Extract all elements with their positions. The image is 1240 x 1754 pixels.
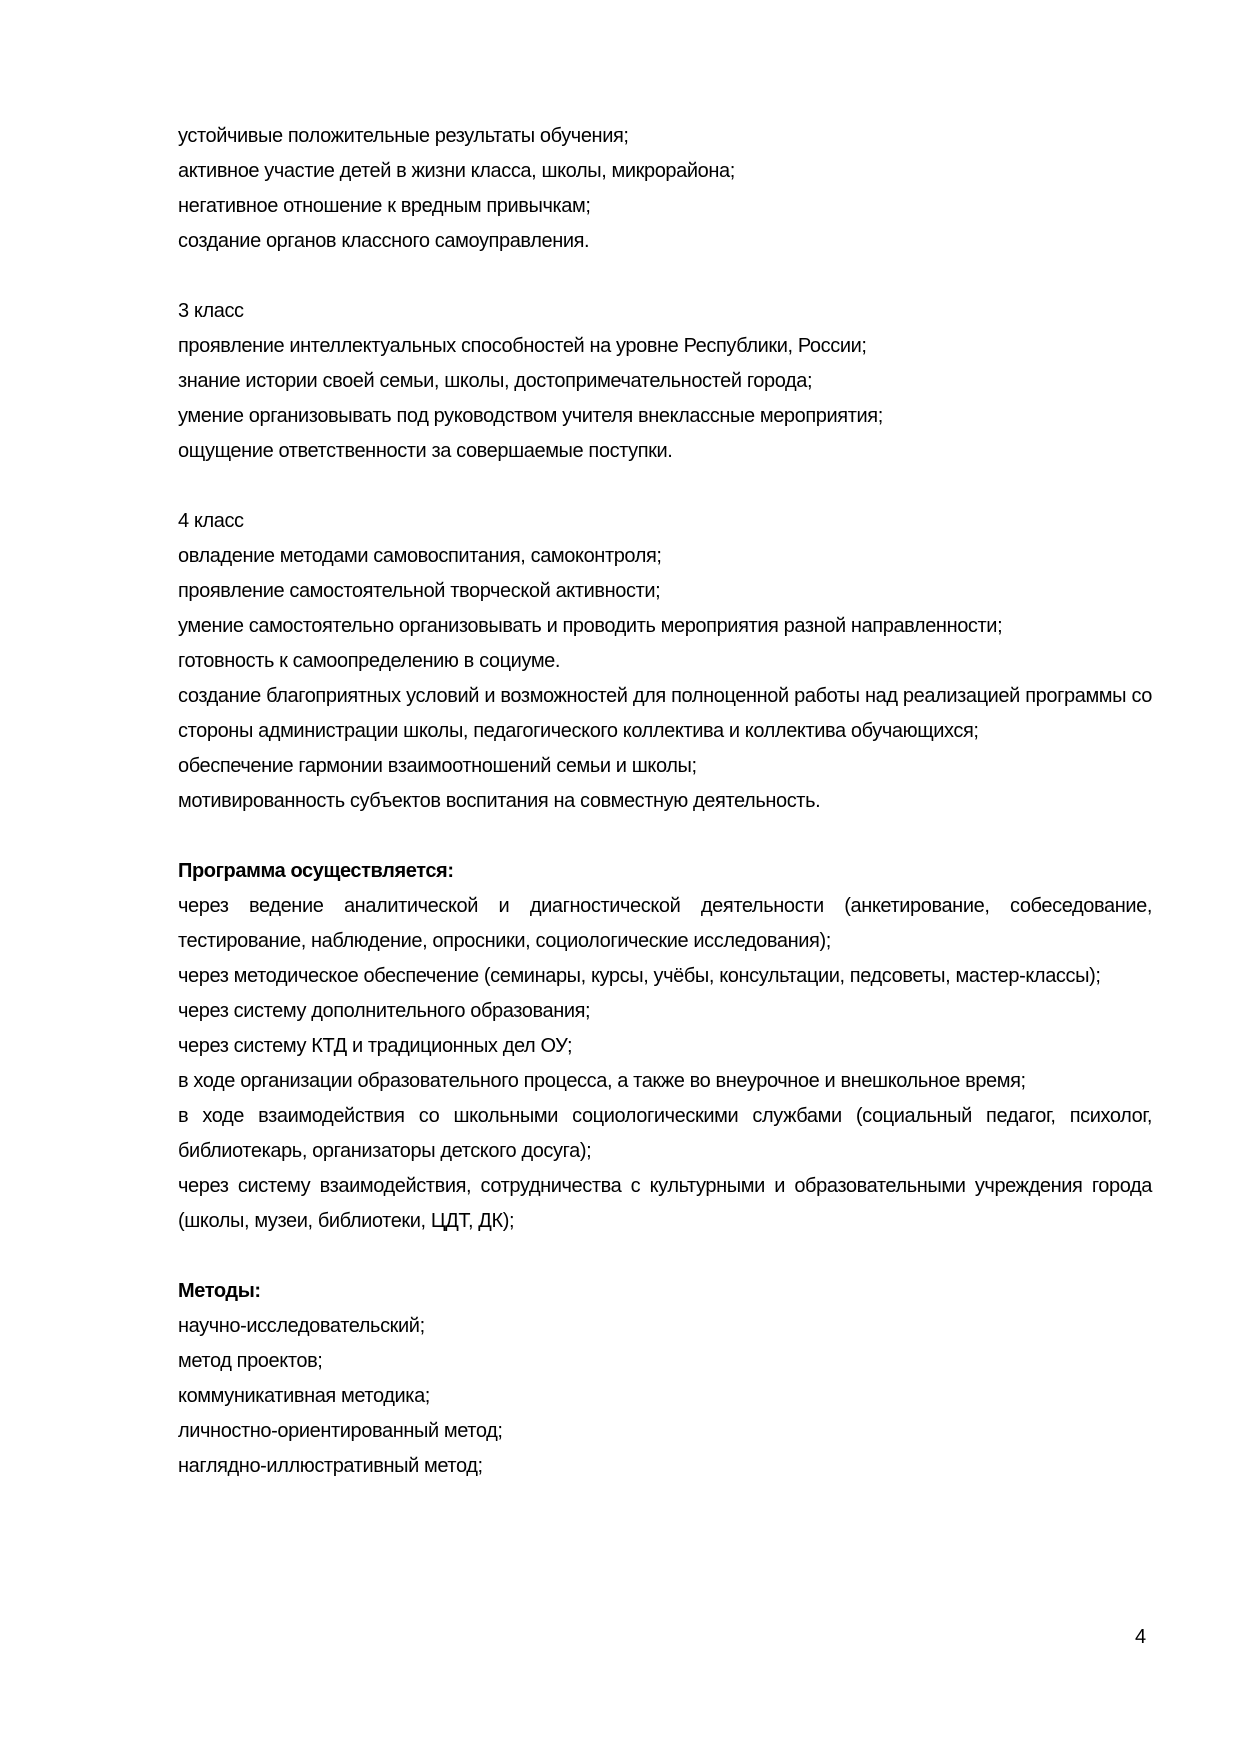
methods-heading: Методы: (178, 1280, 261, 1302)
list-item: через методическое обеспечение (семинары, курсы, учёбы, консультации, педсоветы, мастер-классы); (178, 965, 1101, 987)
list-item: в ходе организации образовательного процесса, а также во внеурочное и внешкольное время; (178, 1070, 1026, 1092)
page-body (178, 119, 1152, 1484)
list-item: наглядно-иллюстративный метод; (178, 1455, 483, 1477)
list-item: активное участие детей в жизни класса, школы, микрорайона; (178, 160, 735, 182)
list-item: личностно-ориентированный метод; (178, 1420, 503, 1442)
page-number: 4 (1135, 1626, 1147, 1648)
list-item: создание благоприятных условий и возможностей для полноценной работы над реализацией программы со стороны администрации школы, педагогического коллектива и коллектива обучающихся; (178, 685, 1152, 742)
list-item: метод проектов; (178, 1350, 323, 1372)
list-item: проявление самостоятельной творческой активности; (178, 580, 661, 602)
grade4-title: 4 класс (178, 510, 244, 532)
list-item: овладение методами самовоспитания, самоконтроля; (178, 545, 662, 567)
list-item: через систему КТД и традиционных дел ОУ; (178, 1035, 573, 1057)
list-item: ощущение ответственности за совершаемые поступки. (178, 440, 673, 462)
grade4-section (178, 504, 1152, 819)
program-section (178, 854, 1152, 1239)
list-item: через ведение аналитической и диагностической деятельности (анкетирование, собеседование, тестирование, наблюдение, опросники, социологические исследования); (178, 895, 1152, 952)
list-item: умение организовывать под руководством учителя внеклассные мероприятия; (178, 405, 883, 427)
list-item: мотивированность субъектов воспитания на совместную деятельность. (178, 790, 821, 812)
list-item: обеспечение гармонии взаимоотношений семьи и школы; (178, 755, 697, 777)
paragraph-spacer (178, 819, 1152, 854)
list-item: готовность к самоопределению в социуме. (178, 650, 561, 672)
list-item: через систему дополнительного образования; (178, 1000, 591, 1022)
list-item: коммуникативная методика; (178, 1385, 430, 1407)
paragraph-spacer (178, 259, 1152, 294)
paragraph-spacer (178, 1239, 1152, 1274)
list-item: создание органов классного самоуправления. (178, 230, 590, 252)
grade3-section (178, 294, 1152, 469)
paragraph-spacer (178, 469, 1152, 504)
methods-section (178, 1274, 1152, 1484)
list-item: через систему взаимодействия, сотрудничества с культурными и образовательными учреждения города (школы, музеи, библиотеки, ЦДТ, ДК); (178, 1175, 1152, 1232)
list-item: проявление интеллектуальных способностей на уровне Республики, России; (178, 335, 867, 357)
list-item: умение самостоятельно организовывать и проводить мероприятия разной направленности; (178, 615, 1003, 637)
grade3-title: 3 класс (178, 300, 244, 322)
list-item: негативное отношение к вредным привычкам; (178, 195, 591, 217)
program-heading: Программа осуществляется: (178, 860, 454, 882)
list-item: знание истории своей семьи, школы, достопримечательностей города; (178, 370, 813, 392)
intro-results-list (178, 119, 1152, 259)
list-item: в ходе взаимодействия со школьными социологическими службами (социальный педагог, психолог, библиотекарь, организаторы детского досуга); (178, 1105, 1152, 1162)
list-item: научно-исследовательский; (178, 1315, 425, 1337)
list-item: устойчивые положительные результаты обучения; (178, 125, 629, 147)
